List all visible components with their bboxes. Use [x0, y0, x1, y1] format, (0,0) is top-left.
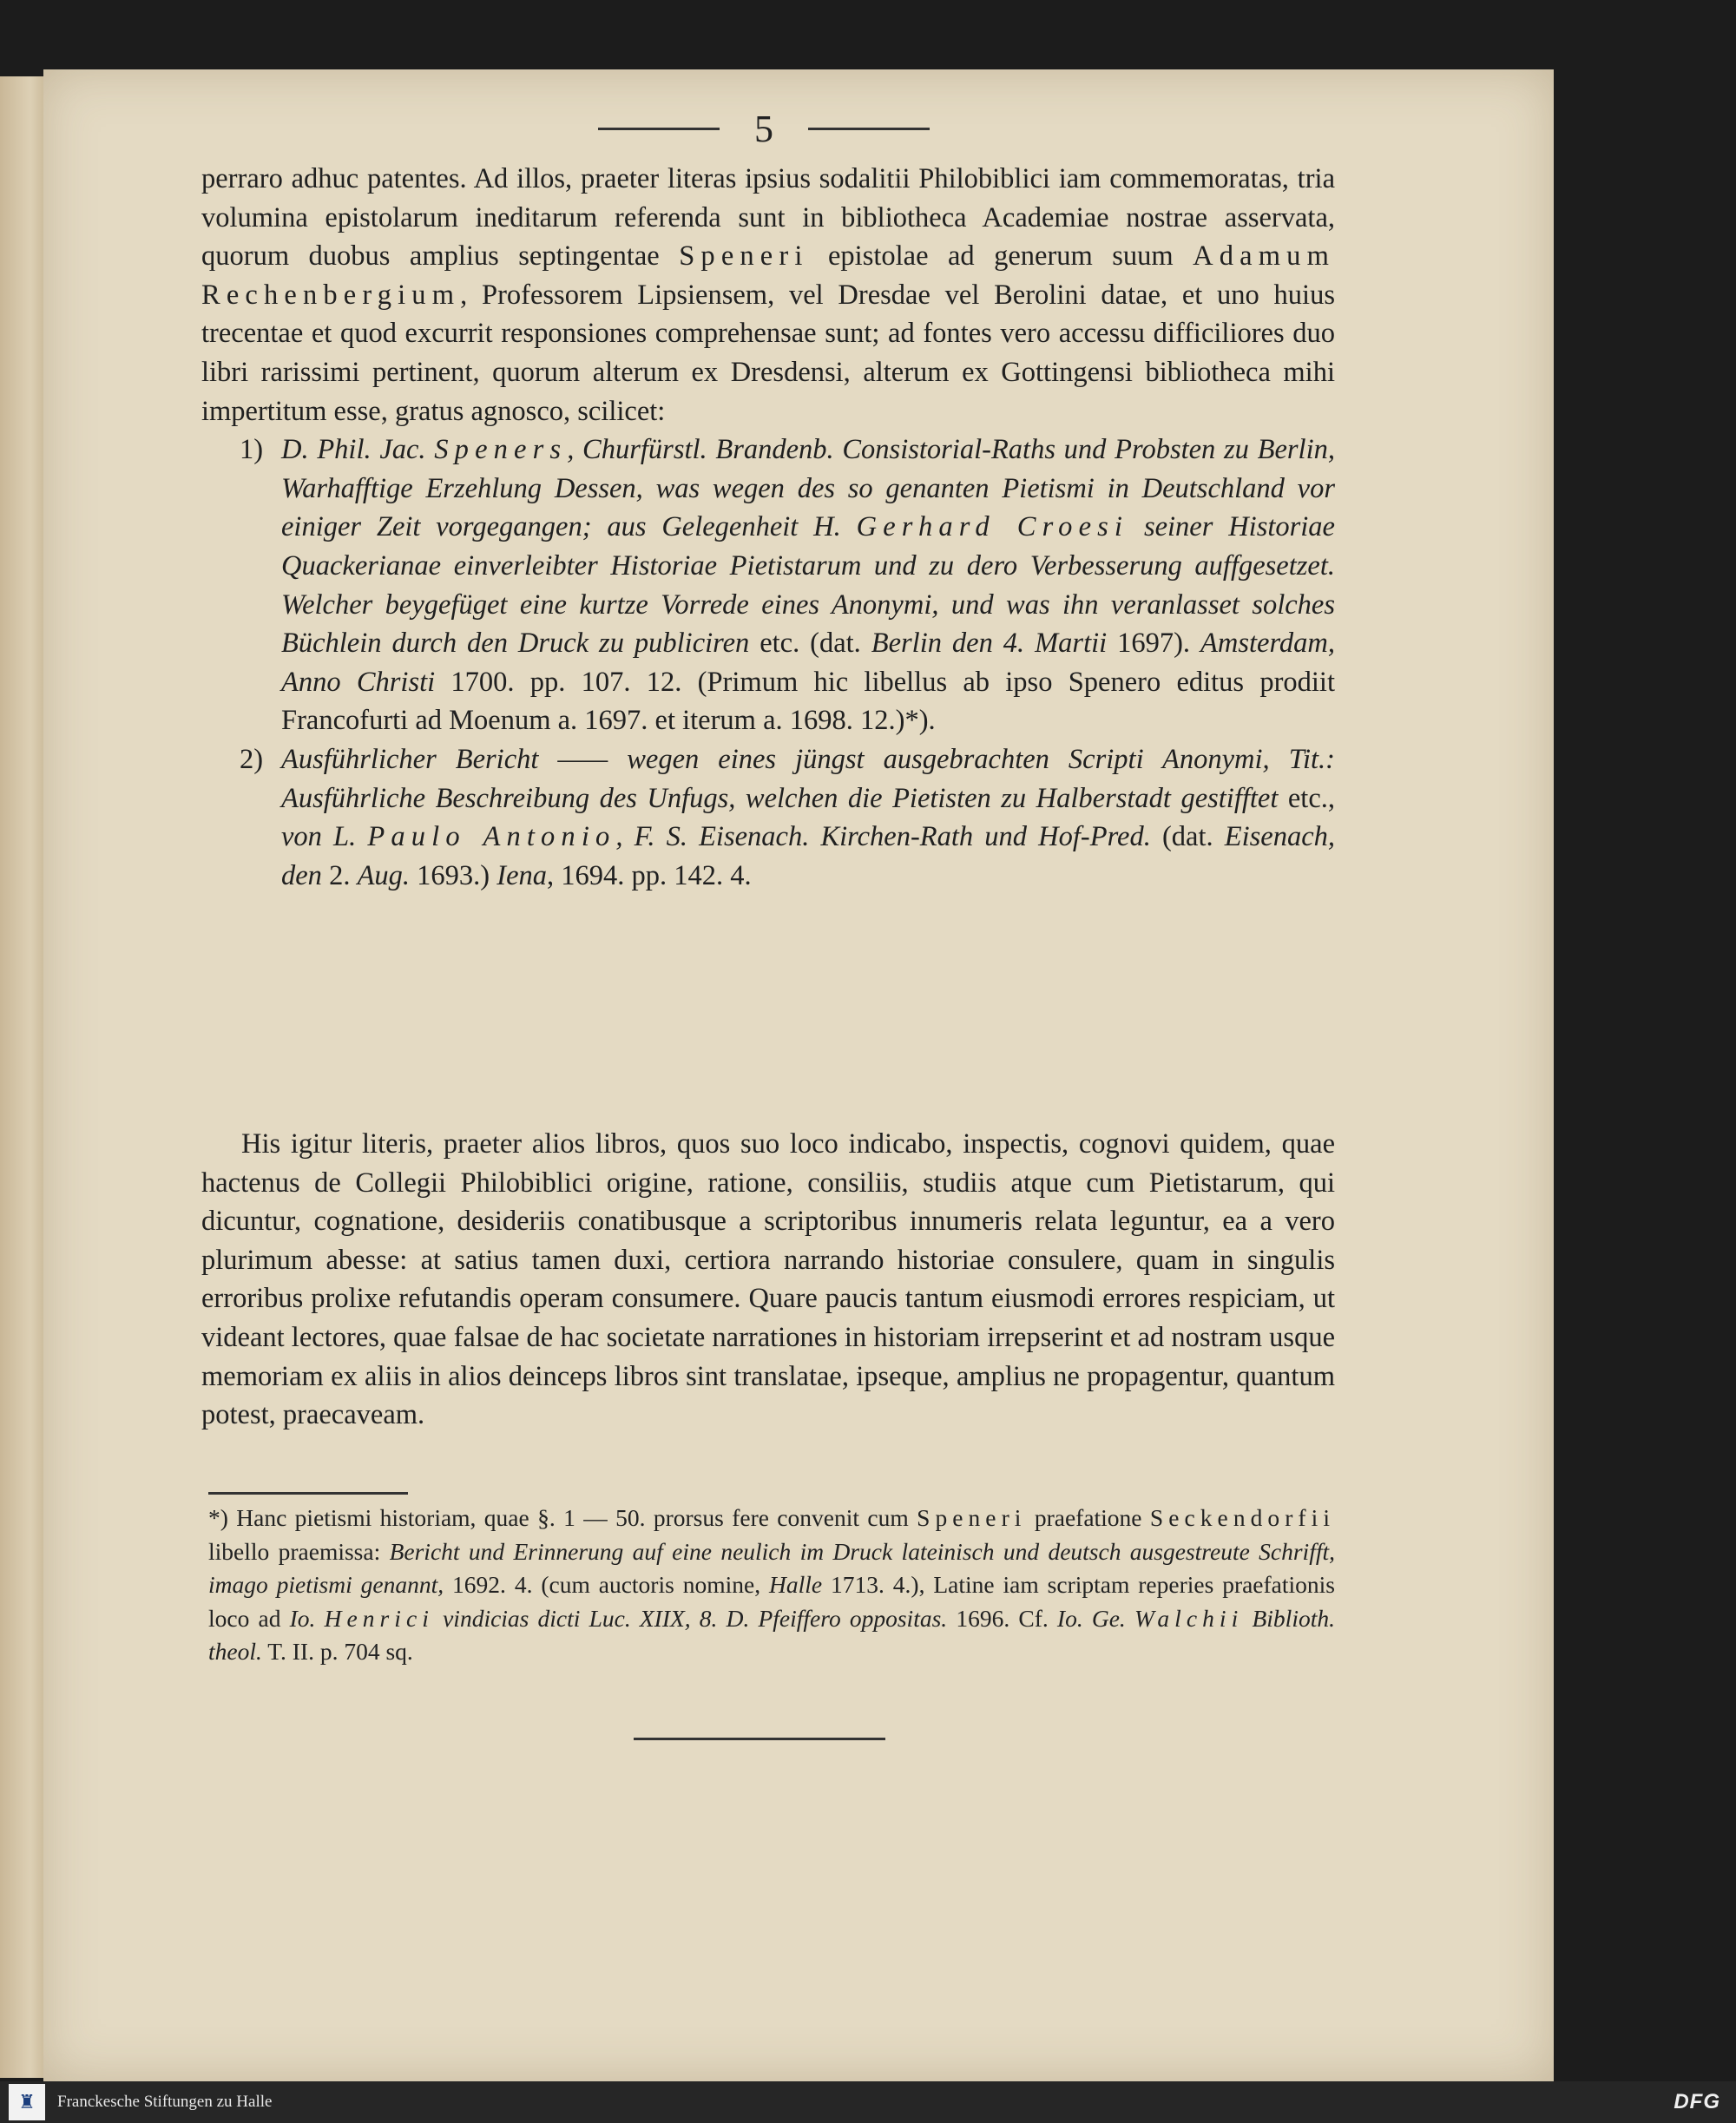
institution-logo-icon[interactable]: ♜ [9, 2084, 45, 2120]
main-text-bottom [201, 1125, 1335, 1435]
list-item-body: D. Phil. Jac. Speners, Churfürstl. Brandenb. Consistorial-Raths und Probsten zu Berlin, Warhafftige Erzehlung Dessen, was wegen des so genanten Pietismi in Deutschland vor einiger Zeit vorgegangen; aus Gelegenheit H. Gerhard Croesi seiner Historiae Quackerianae einverleibter Historiae Pietistarum und zu dero Verbesserung auffgesetzet. Welcher beygefüget eine kurtze Vorrede eines Anonymi, und was ihn veranlasset solches Büchlein durch den Druck zu publiciren etc. (dat. Berlin den 4. Martii 1697). Amsterdam, Anno Christi 1700. pp. 107. 12. (Primum hic libellus ab ipso Spenero editus prodiit Francofurti ad Moenum a. 1697. et iterum a. 1698. 12.)*). [281, 434, 1335, 737]
list-number: 1) [240, 434, 264, 466]
paragraph-1: perraro adhuc patentes. Ad illos, praeter literas ipsius sodalitii Philobiblici iam commemoratas, tria volumina epistolarum ineditarum referenda sunt in bibliotheca Academiae nostrae asservata, quorum duobus amplius septingentae Speneri epistolae ad generum suum Adamum Rechenbergium, Professorem Lipsiensem, vel Dresdae vel Berolini datae, et uno huius trecentae et quod excurrit responsiones comprehensae sunt; ad fontes vero accessu difficiliores duo libri rarissimi pertinent, quorum alterum ex Dresdensi, alterum ex Gottingensi bibliotheca mihi impertitum esse, gratus agnosco, scilicet: [201, 163, 1335, 427]
institution-name[interactable]: Franckesche Stiftungen zu Halle [57, 2093, 273, 2111]
viewer-footer [0, 2081, 1736, 2123]
header-rule-right [808, 128, 930, 130]
list-item-1 [201, 431, 1335, 740]
list-number: 2) [240, 743, 264, 775]
main-text-top [201, 160, 1335, 895]
end-rule [634, 1738, 885, 1740]
paragraph-2: His igitur literis, praeter alios libros, quos suo loco indicabo, inspectis, cognovi quidem, quae hactenus de Collegii Philobiblici origine, ratione, consiliis, studiis atque cum Pietistarum, qui dicuntur, cognatione, desideriis conatibusque a scriptoribus innumeris relata leguntur, ea a vero plurimum abesse: at satius tamen duxi, certiora narrando historiae consulere, quam in singulis erroribus prolixe refutandis operam consumere. Quare paucis tantum eiusmodi errores respiciam, ut videant lectores, quae falsae de hac societate narrationes in historiam irrepserint et ad nostram usque memoriam ex aliis in alios deinceps libros sint translatae, ipseque, amplius ne propagentur, quantum potest, praecaveam. [201, 1128, 1335, 1431]
header-rule-left [598, 128, 720, 130]
list-item-body: Ausführlicher Bericht —— wegen eines jüngst ausgebrachten Scripti Anonymi, Tit.: Ausführliche Beschreibung des Unfugs, welchen die Pietisten zu Halberstadt gestifftet etc., von L. Paulo Antonio, F. S. Eisenach. Kirchen-Rath und Hof-Pred. (dat. Eisenach, den 2. Aug. 1693.) Iena, 1694. pp. 142. 4. [281, 743, 1335, 891]
footnote: *) Hanc pietismi historiam, quae §. 1 — 50. prorsus fere convenit cum Speneri praefatione Seckendorfii libello praemissa: Bericht und Erinnerung auf eine neulich im Druck lateinisch und deutsch ausgestreute Schrifft, imago pietismi genannt, 1692. 4. (cum auctoris nomine, Halle 1713. 4.), Latine iam scriptam reperies praefationis loco ad Io. Henrici vindicias dicti Luc. XIIX, 8. D. Pfeiffero oppositas. 1696. Cf. Io. Ge. Walchii Biblioth. theol. T. II. p. 704 sq. [208, 1504, 1336, 1665]
facing-page-edge [0, 76, 43, 2078]
list-item-2 [201, 740, 1335, 895]
footnote-rule [208, 1492, 408, 1495]
dfg-logo[interactable]: DFG [1674, 2090, 1720, 2113]
page-header [556, 102, 972, 154]
page-number: 5 [754, 107, 773, 150]
